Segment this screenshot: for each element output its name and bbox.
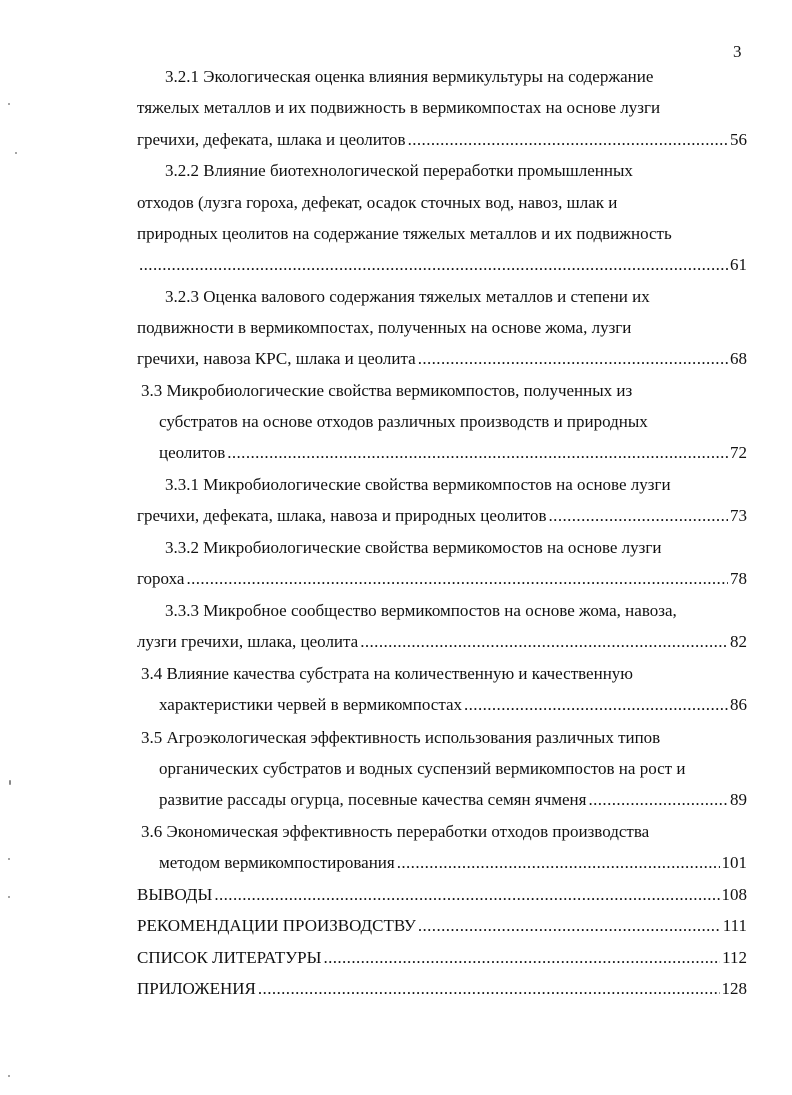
toc-page-number: 111: [722, 916, 747, 935]
toc-page-number: 108: [721, 885, 747, 904]
toc-line: лузги гречихи, шлака, цеолита: [137, 632, 359, 651]
toc-line-with-leader: [159, 695, 747, 715]
toc-line: органических субстратов и водных суспензий вермикомпостов на рост и: [159, 759, 686, 778]
toc-line-with-leader: [137, 569, 747, 589]
toc-line-with-leader: [159, 790, 747, 810]
dot-leader: [408, 130, 728, 150]
toc-page-number: 61: [730, 255, 747, 274]
toc-line-with-leader: [159, 853, 747, 873]
dot-leader: [418, 916, 721, 936]
toc-line: гречихи, дефеката, шлака и цеолитов: [137, 130, 406, 149]
toc-entry-recommendations: [137, 916, 747, 936]
toc-line-with-leader: [159, 443, 747, 463]
toc-line-with-leader: [137, 255, 747, 275]
toc-line: субстратов на основе отходов различных производств и природных: [159, 412, 648, 431]
toc-line: ВЫВОДЫ: [137, 885, 213, 904]
dot-leader: [227, 443, 728, 463]
dot-leader: [323, 948, 720, 968]
toc-line: цеолитов: [159, 443, 226, 462]
toc-line: 3.2.1 Экологическая оценка влияния вермикультуры на содержание: [165, 67, 654, 86]
toc-page-number: 82: [730, 632, 747, 651]
toc-page-number: 101: [721, 853, 747, 872]
toc-page-number: 78: [730, 569, 747, 588]
dot-leader: [186, 569, 728, 589]
toc-line: гречихи, навоза КРС, шлака и цеолита: [137, 349, 416, 368]
toc-line: 3.2.3 Оценка валового содержания тяжелых металлов и степени их: [165, 287, 650, 306]
toc-line: 3.5 Агроэкологическая эффективность использования различных типов: [141, 728, 661, 747]
toc-entry-conclusions: [137, 885, 747, 905]
toc-line: 3.3.1 Микробиологические свойства вермикомпостов на основе лузги: [165, 475, 671, 494]
dot-leader: [397, 853, 720, 873]
toc-line: развитие рассады огурца, посевные качества семян ячменя: [159, 790, 587, 809]
toc-page-number: 112: [722, 948, 747, 967]
toc-line-with-leader: [137, 349, 747, 369]
toc-line: отходов (лузга гороха, дефекат, осадок сточных вод, навоз, шлак и: [137, 193, 618, 212]
toc-line: природных цеолитов на содержание тяжелых металлов и их подвижность: [137, 224, 672, 243]
toc-line-with-leader: [137, 506, 747, 526]
page-number: 3: [733, 42, 742, 61]
toc-line: 3.3 Микробиологические свойства вермикомпостов, полученных из: [141, 381, 633, 400]
toc-line-with-leader: [137, 632, 747, 652]
toc-line: 3.3.2 Микробиологические свойства вермикомостов на основе лузги: [165, 538, 662, 557]
toc-line: СПИСОК ЛИТЕРАТУРЫ: [137, 948, 322, 967]
toc-line: характеристики червей в вермикомпостах: [159, 695, 462, 714]
toc-entry-references: [137, 948, 747, 968]
toc-page-number: 73: [730, 506, 747, 525]
toc-line: 3.4 Влияние качества субстрата на количественную и качественную: [141, 664, 633, 683]
toc-page-number: 56: [730, 130, 747, 149]
toc-line: 3.2.2 Влияние биотехнологической переработки промышленных: [165, 161, 633, 180]
toc-line: методом вермикомпостирования: [159, 853, 395, 872]
toc-line: 3.6 Экономическая эффективность переработки отходов производства: [141, 822, 650, 841]
toc-line: подвижности в вермикомпостах, полученных на основе жома, лузги: [137, 318, 632, 337]
scan-speck: [8, 896, 10, 898]
dot-leader: [588, 790, 728, 810]
toc-page-number: 89: [730, 790, 747, 809]
toc-line: ПРИЛОЖЕНИЯ: [137, 979, 256, 998]
dot-leader: [464, 695, 728, 715]
toc-page-number: 68: [730, 349, 747, 368]
toc-line: тяжелых металлов и их подвижность в вермикомпостах на основе лузги: [137, 98, 661, 117]
toc-line: гороха: [137, 569, 185, 588]
dot-leader: [360, 632, 728, 652]
dot-leader: [214, 885, 719, 905]
scan-speck: [8, 103, 10, 105]
scan-speck: [9, 780, 11, 785]
toc-line: 3.3.3 Микробное сообщество вермикомпостов на основе жома, навоза,: [165, 601, 677, 620]
toc-page-number: 86: [730, 695, 747, 714]
scan-speck: [8, 858, 10, 860]
toc-line: гречихи, дефеката, шлака, навоза и природных цеолитов: [137, 506, 547, 525]
dot-leader: [139, 255, 728, 275]
scan-speck: [8, 1075, 10, 1077]
toc-page-number: 128: [721, 979, 747, 998]
toc-entry-appendices: [137, 979, 747, 999]
toc-page-number: 72: [730, 443, 747, 462]
toc-line: РЕКОМЕНДАЦИИ ПРОИЗВОДСТВУ: [137, 916, 416, 935]
scan-speck: [15, 152, 17, 154]
dot-leader: [549, 506, 728, 526]
toc-line-with-leader: [137, 130, 747, 150]
dot-leader: [418, 349, 728, 369]
dot-leader: [258, 979, 720, 999]
